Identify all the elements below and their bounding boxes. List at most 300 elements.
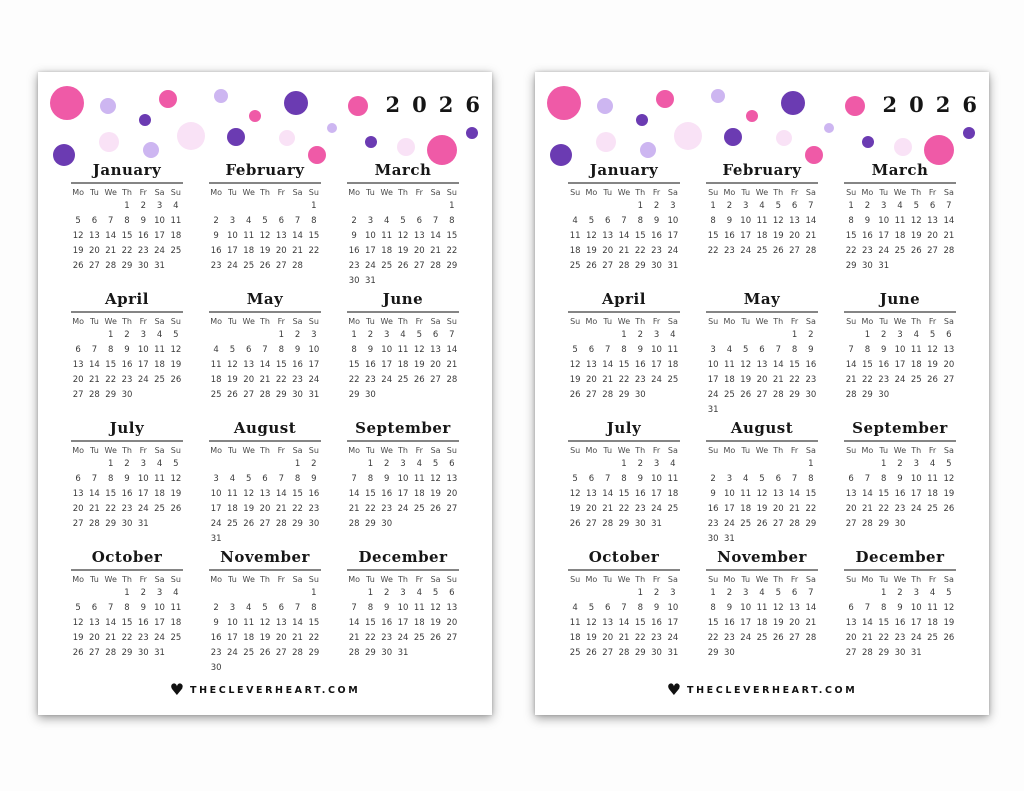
empty-cell	[427, 199, 443, 214]
date-cell: 7	[808, 200, 814, 211]
weekday-header: Fr	[277, 316, 285, 326]
weekday-header: Th	[122, 316, 132, 326]
date-cell: 12	[259, 617, 271, 628]
date-cell: 4	[229, 473, 236, 484]
date-cell: 14	[618, 617, 630, 628]
date-cell: 20	[275, 632, 287, 643]
brand-footer	[38, 680, 492, 699]
date-cell: 4	[929, 587, 936, 598]
year-label: 2026	[882, 92, 989, 117]
date-cell: 9	[124, 473, 130, 484]
date-cell: 9	[637, 344, 643, 355]
empty-cell	[86, 457, 102, 472]
date-cell: 9	[710, 488, 716, 499]
empty-cell	[86, 199, 102, 214]
date-cell: 3	[742, 200, 749, 211]
empty-cell	[273, 199, 289, 214]
month-title: August	[730, 419, 794, 437]
decorative-dot	[365, 136, 377, 148]
date-cell: 6	[449, 458, 455, 469]
date-cell: 28	[105, 260, 117, 271]
date-cell: 15	[365, 488, 376, 499]
date-cell: 31	[707, 404, 719, 415]
empty-cell	[600, 586, 616, 601]
weekday-header: Mo	[210, 445, 223, 455]
date-cell: 10	[210, 488, 222, 499]
weekday-header: Su	[708, 187, 719, 197]
date-cell: 24	[397, 503, 409, 514]
date-cell: 3	[140, 329, 146, 340]
date-cell: 23	[862, 245, 873, 256]
date-cell: 10	[227, 617, 238, 628]
date-cell: 31	[210, 533, 222, 544]
date-cell: 20	[772, 503, 784, 514]
month-title-underline	[347, 440, 459, 442]
weekday-header: Mo	[723, 445, 736, 455]
date-cell: 14	[805, 215, 817, 226]
date-cell: 2	[383, 458, 390, 469]
date-cell: 12	[943, 602, 955, 613]
date-cell: 27	[789, 245, 800, 256]
weekday-header: Th	[260, 445, 270, 455]
weekday-header: Mo	[348, 445, 361, 455]
date-cell: 9	[808, 344, 814, 355]
decorative-dot	[781, 91, 805, 115]
date-cell: 21	[805, 617, 817, 628]
date-cell: 6	[759, 344, 765, 355]
date-cell: 28	[772, 389, 784, 400]
month-title: December	[855, 548, 945, 566]
date-cell: 5	[929, 329, 936, 340]
date-cell: 28	[862, 647, 873, 658]
weekday-header: We	[380, 445, 393, 455]
date-cell: 9	[637, 473, 643, 484]
date-cell: 15	[365, 617, 376, 628]
month-july	[555, 419, 693, 548]
date-cell: 11	[413, 473, 425, 484]
date-cell: 19	[430, 488, 441, 499]
month-day-grid	[705, 186, 819, 259]
date-cell: 3	[710, 344, 716, 355]
date-cell: 7	[351, 602, 357, 613]
date-cell: 2	[367, 329, 374, 340]
date-cell: 11	[397, 344, 409, 355]
date-cell: 1	[710, 587, 716, 598]
date-cell: 18	[927, 488, 938, 499]
date-cell: 15	[878, 617, 890, 628]
empty-cell	[754, 328, 770, 343]
empty-cell	[616, 199, 632, 214]
decorative-dot	[862, 136, 874, 148]
date-cell: 7	[604, 473, 611, 484]
date-cell: 12	[586, 230, 597, 241]
date-cell: 27	[430, 374, 441, 385]
decorative-dot	[636, 114, 648, 126]
weekday-header: Fr	[415, 445, 423, 455]
date-cell: 19	[413, 359, 425, 370]
month-title-underline	[568, 440, 680, 442]
date-cell: 13	[756, 359, 768, 370]
date-cell: 27	[602, 647, 614, 658]
month-day-grid	[705, 444, 819, 547]
date-cell: 12	[397, 230, 409, 241]
date-cell: 22	[634, 245, 646, 256]
weekday-header: We	[242, 316, 255, 326]
month-title: January	[92, 161, 162, 179]
date-cell: 3	[367, 215, 374, 226]
weekday-header: Th	[260, 187, 270, 197]
date-cell: 8	[710, 602, 716, 613]
date-cell: 24	[724, 518, 735, 529]
date-cell: 17	[154, 230, 165, 241]
date-cell: 11	[413, 602, 425, 613]
weekday-header: Su	[308, 574, 319, 584]
date-cell: 18	[569, 245, 581, 256]
date-cell: 16	[348, 245, 360, 256]
date-cell: 11	[381, 230, 393, 241]
weekday-header: We	[755, 187, 769, 197]
date-cell: 6	[245, 344, 252, 355]
date-cell: 1	[351, 329, 357, 340]
date-cell: 13	[446, 602, 458, 613]
date-cell: 19	[927, 359, 938, 370]
date-cell: 19	[943, 617, 955, 628]
date-cell: 25	[740, 518, 752, 529]
month-april	[555, 290, 693, 419]
empty-cell	[705, 328, 721, 343]
date-cell: 3	[913, 458, 919, 469]
month-day-grid	[567, 444, 681, 532]
date-cell: 14	[618, 230, 630, 241]
weekday-header: Th	[122, 574, 132, 584]
empty-cell	[738, 328, 754, 343]
date-cell: 17	[894, 359, 906, 370]
date-cell: 12	[569, 359, 581, 370]
date-cell: 25	[910, 374, 922, 385]
weekday-header: We	[893, 187, 907, 197]
decorative-dot	[348, 96, 368, 116]
date-cell: 13	[243, 359, 255, 370]
weekday-header: Tu	[366, 316, 375, 326]
weekday-header: We	[893, 316, 907, 326]
date-cell: 10	[667, 602, 679, 613]
decorative-dot	[50, 86, 84, 120]
weekday-header: Sa	[292, 574, 303, 584]
date-cell: 4	[173, 587, 179, 598]
date-cell: 1	[808, 458, 814, 469]
date-cell: 4	[416, 458, 422, 469]
empty-cell	[721, 457, 737, 472]
date-cell: 2	[637, 329, 643, 340]
date-cell: 1	[294, 458, 301, 469]
date-cell: 16	[805, 359, 817, 370]
empty-cell	[600, 199, 616, 214]
date-cell: 7	[107, 602, 114, 613]
date-cell: 3	[140, 458, 146, 469]
date-cell: 1	[621, 458, 627, 469]
empty-cell	[567, 199, 583, 214]
date-cell: 1	[880, 458, 887, 469]
date-cell: 26	[943, 632, 955, 643]
date-cell: 25	[413, 503, 425, 514]
date-cell: 9	[864, 215, 871, 226]
weekday-header: Fr	[415, 316, 423, 326]
date-cell: 18	[413, 617, 425, 628]
date-cell: 29	[789, 389, 800, 400]
date-cell: 23	[878, 374, 890, 385]
weekday-header: Mo	[210, 574, 223, 584]
date-cell: 9	[311, 473, 317, 484]
weekday-header: Sa	[430, 445, 441, 455]
date-cell: 10	[227, 230, 238, 241]
date-cell: 19	[772, 617, 784, 628]
empty-cell	[103, 586, 119, 601]
date-cell: 29	[446, 260, 458, 271]
month-november	[693, 548, 831, 677]
month-title: July	[606, 419, 642, 437]
date-cell: 14	[862, 488, 873, 499]
month-title: February	[225, 161, 305, 179]
date-cell: 14	[348, 488, 360, 499]
date-cell: 23	[308, 503, 320, 514]
weekday-header: Th	[773, 574, 784, 584]
date-cell: 20	[72, 374, 84, 385]
weekday-header: Th	[773, 316, 784, 326]
date-cell: 8	[710, 215, 716, 226]
month-title: March	[374, 161, 432, 179]
decorative-dot	[177, 122, 205, 150]
empty-cell	[86, 328, 102, 343]
date-cell: 24	[308, 374, 320, 385]
date-cell: 30	[365, 389, 376, 400]
weekday-header: Su	[708, 316, 719, 326]
weekday-header: We	[104, 187, 117, 197]
weekday-header: Fr	[415, 574, 423, 584]
months-grid	[58, 161, 472, 677]
date-cell: 15	[121, 617, 133, 628]
date-cell: 28	[805, 632, 817, 643]
date-cell: 20	[943, 359, 955, 370]
date-cell: 16	[634, 488, 646, 499]
date-cell: 27	[845, 518, 857, 529]
empty-cell	[567, 586, 583, 601]
date-cell: 8	[311, 602, 317, 613]
date-cell: 20	[446, 617, 458, 628]
weekday-header: Fr	[139, 316, 147, 326]
weekday-header: Tu	[90, 574, 99, 584]
month-title-underline	[71, 440, 183, 442]
month-day-grid	[208, 444, 322, 547]
date-cell: 15	[348, 359, 360, 370]
date-cell: 25	[667, 503, 679, 514]
date-cell: 17	[210, 503, 222, 514]
month-january	[58, 161, 196, 290]
date-cell: 18	[170, 230, 182, 241]
date-cell: 9	[124, 344, 130, 355]
date-cell: 5	[588, 602, 595, 613]
date-cell: 1	[278, 329, 284, 340]
month-january	[555, 161, 693, 290]
weekday-header: Mo	[72, 187, 85, 197]
date-cell: 30	[381, 518, 393, 529]
date-cell: 28	[602, 518, 614, 529]
date-cell: 16	[292, 359, 303, 370]
date-cell: 29	[805, 518, 817, 529]
date-cell: 12	[72, 617, 84, 628]
date-cell: 30	[707, 533, 719, 544]
date-cell: 11	[170, 215, 182, 226]
weekday-header: Sa	[943, 445, 954, 455]
date-cell: 8	[848, 215, 854, 226]
date-cell: 18	[210, 374, 222, 385]
date-cell: 6	[588, 473, 595, 484]
month-title: June	[382, 290, 424, 308]
date-cell: 4	[245, 215, 252, 226]
date-cell: 20	[89, 245, 100, 256]
date-cell: 14	[89, 488, 100, 499]
weekday-header: Tu	[603, 445, 613, 455]
date-cell: 26	[586, 647, 597, 658]
date-cell: 24	[137, 374, 149, 385]
date-cell: 9	[140, 602, 146, 613]
weekday-header: We	[104, 316, 117, 326]
date-cell: 3	[383, 329, 390, 340]
weekday-header: Tu	[90, 445, 99, 455]
weekday-header: Th	[773, 445, 784, 455]
date-cell: 7	[621, 215, 627, 226]
date-cell: 27	[602, 260, 614, 271]
date-cell: 30	[348, 275, 360, 286]
date-cell: 25	[381, 260, 393, 271]
weekday-header: Mo	[861, 187, 874, 197]
date-cell: 12	[72, 230, 84, 241]
date-cell: 10	[381, 344, 393, 355]
month-title-underline	[209, 182, 321, 184]
date-cell: 15	[845, 230, 857, 241]
date-cell: 19	[227, 374, 238, 385]
date-cell: 28	[618, 260, 630, 271]
empty-cell	[241, 586, 257, 601]
weekday-header: We	[380, 316, 393, 326]
date-cell: 13	[89, 230, 100, 241]
date-cell: 18	[397, 359, 409, 370]
date-cell: 25	[894, 245, 906, 256]
date-cell: 14	[862, 617, 873, 628]
date-cell: 31	[667, 260, 679, 271]
date-cell: 31	[667, 647, 679, 658]
date-cell: 15	[121, 230, 133, 241]
month-october	[555, 548, 693, 677]
date-cell: 2	[897, 587, 903, 598]
date-cell: 24	[707, 389, 719, 400]
date-cell: 4	[726, 344, 733, 355]
empty-cell	[224, 328, 240, 343]
date-cell: 18	[170, 617, 182, 628]
date-cell: 15	[789, 359, 800, 370]
weekday-header: Mo	[348, 187, 361, 197]
date-cell: 26	[772, 245, 784, 256]
date-cell: 4	[156, 458, 163, 469]
date-cell: 20	[413, 245, 425, 256]
empty-cell	[208, 586, 224, 601]
date-cell: 20	[259, 503, 271, 514]
weekday-header: Fr	[415, 187, 423, 197]
date-cell: 5	[416, 329, 422, 340]
date-cell: 18	[154, 488, 165, 499]
month-title-underline	[844, 569, 956, 571]
weekday-header: Sa	[943, 316, 954, 326]
date-cell: 11	[210, 359, 222, 370]
date-cell: 20	[586, 374, 597, 385]
date-cell: 12	[430, 473, 441, 484]
empty-cell	[583, 199, 599, 214]
weekday-header: Mo	[72, 445, 85, 455]
month-march	[831, 161, 969, 290]
weekday-header: Tu	[603, 316, 613, 326]
date-cell: 30	[862, 260, 873, 271]
calendar-sheet-monday-start	[38, 72, 492, 715]
date-cell: 21	[943, 230, 955, 241]
date-cell: 16	[651, 230, 662, 241]
date-cell: 20	[756, 374, 768, 385]
date-cell: 4	[400, 329, 406, 340]
date-cell: 4	[897, 200, 903, 211]
date-cell: 18	[154, 359, 165, 370]
date-cell: 13	[943, 344, 955, 355]
date-cell: 19	[259, 632, 271, 643]
weekday-header: Tu	[228, 445, 237, 455]
date-cell: 18	[740, 503, 752, 514]
empty-cell	[600, 328, 616, 343]
month-day-grid	[346, 315, 460, 403]
decorative-dot	[674, 122, 702, 150]
decorative-dot	[466, 127, 478, 139]
date-cell: 28	[89, 518, 100, 529]
date-cell: 17	[910, 488, 922, 499]
date-cell: 27	[72, 518, 84, 529]
date-cell: 30	[292, 389, 303, 400]
month-title: September	[852, 419, 948, 437]
date-cell: 1	[880, 587, 887, 598]
weekday-header: Th	[911, 574, 922, 584]
date-cell: 21	[89, 374, 100, 385]
date-cell: 28	[943, 245, 955, 256]
date-cell: 23	[894, 632, 906, 643]
date-cell: 30	[724, 647, 735, 658]
weekday-header: Mo	[210, 187, 223, 197]
date-cell: 19	[756, 503, 768, 514]
weekday-header: Mo	[585, 316, 598, 326]
date-cell: 23	[121, 374, 133, 385]
date-cell: 15	[446, 230, 458, 241]
date-cell: 25	[243, 647, 255, 658]
date-cell: 5	[262, 215, 268, 226]
date-cell: 12	[772, 602, 784, 613]
date-cell: 26	[740, 389, 752, 400]
date-cell: 17	[651, 359, 662, 370]
empty-cell	[224, 586, 240, 601]
weekday-header: Th	[635, 316, 646, 326]
date-cell: 11	[170, 602, 182, 613]
date-cell: 31	[910, 647, 922, 658]
date-cell: 18	[667, 359, 679, 370]
weekday-header: Mo	[723, 316, 736, 326]
date-cell: 8	[637, 602, 643, 613]
date-cell: 19	[586, 245, 597, 256]
date-cell: 2	[653, 587, 660, 598]
date-cell: 20	[927, 230, 938, 241]
date-cell: 27	[275, 260, 287, 271]
